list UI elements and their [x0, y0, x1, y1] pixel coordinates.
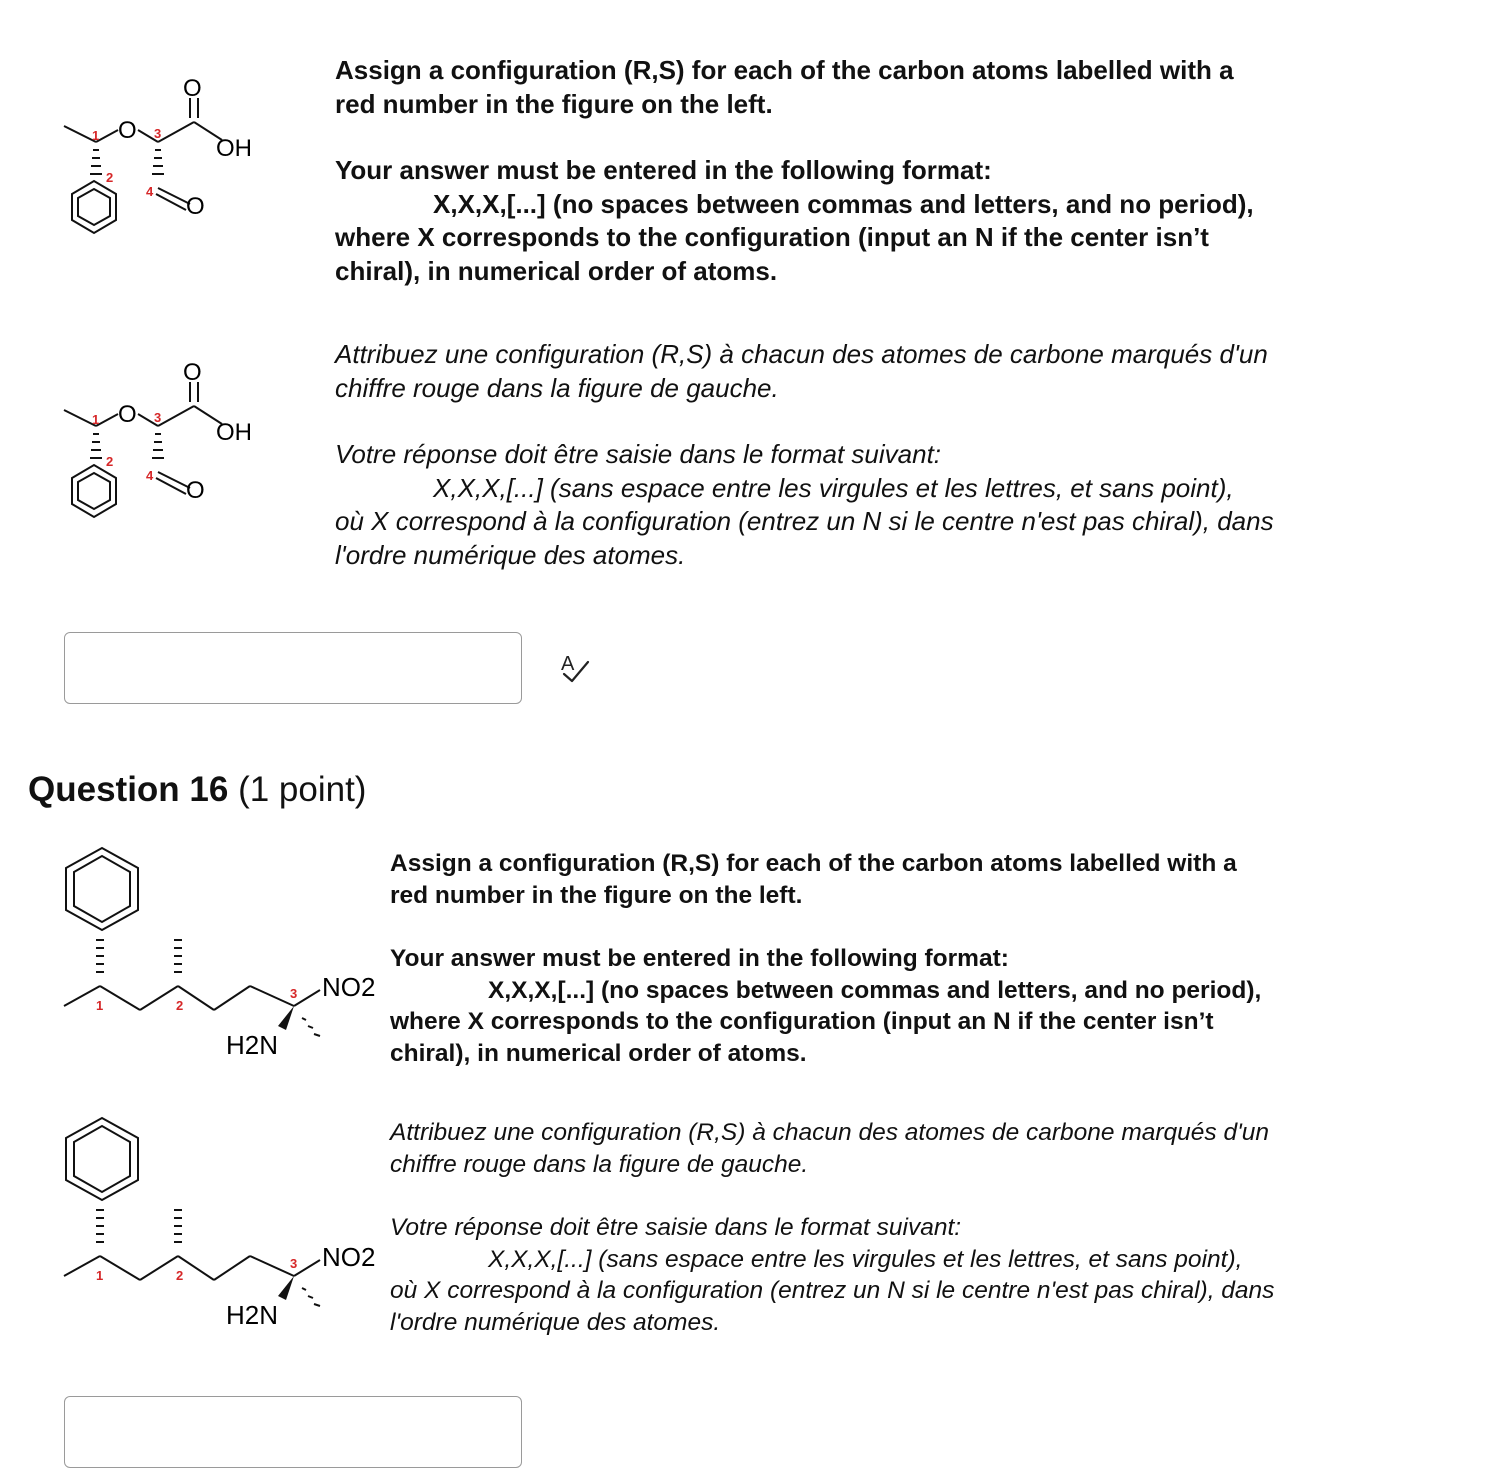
q15-label-3: 3 [154, 126, 162, 141]
q16-molecule-figure-fr [50, 1110, 390, 1340]
spellcheck-icon[interactable] [558, 650, 592, 684]
q15-atom-o-aldehyde: O [186, 193, 205, 220]
q15-fr-line4: X,X,X,[...] (sans espace entre les virgules et les lettres, et sans point), [433, 472, 1234, 503]
q16-fr-label-1: 1 [96, 1268, 104, 1283]
q15-en-line3: Your answer must be entered in the following format: [335, 155, 992, 185]
q15-en-line2: red number in the figure on the left. [335, 88, 773, 119]
q15-en-line5: where X corresponds to the configuration (input an N if the center isn’t [335, 222, 1209, 252]
q16-fr-line5: où X correspond à la configuration (entrez un N si le centre n'est pas chiral), dans [390, 1277, 1275, 1304]
question-number: Question 16 [28, 770, 229, 809]
q15-instructions-en [335, 54, 1455, 288]
q15-fr-atom-o-carbonyl: O [183, 359, 202, 386]
q16-atom-h2n: H2N [226, 1030, 279, 1060]
q15-en-line4: X,X,X,[...] (no spaces between commas and letters, and no period), [433, 188, 1254, 219]
q15-atom-o-carbonyl: O [183, 75, 202, 102]
q16-fr-line3: Votre réponse doit être saisie dans le format suivant: [390, 1214, 962, 1241]
q16-label-1: 1 [96, 998, 104, 1013]
question-16-heading [28, 770, 366, 810]
q15-fr-line2: chiffre rouge dans la figure de gauche. [335, 372, 779, 403]
q16-atom-no2: NO2 [322, 972, 376, 1002]
q15-label-1: 1 [92, 128, 100, 143]
q15-fr-label-3: 3 [154, 410, 162, 425]
q15-fr-atom-oh: OH [216, 419, 252, 446]
q16-en-line2: red number in the figure on the left. [390, 881, 803, 909]
q16-en-line4: X,X,X,[...] (no spaces between commas and letters, and no period), [488, 976, 1262, 1004]
question-points: (1 point) [238, 770, 367, 809]
q15-atom-oh: OH [216, 135, 252, 162]
q15-atom-o-ether: O [118, 117, 137, 144]
svg-text:A: A [561, 653, 575, 675]
q16-fr-line1: Attribuez une configuration (R,S) à chacun des atomes de carbone marqués d'un [390, 1119, 1270, 1146]
q16-label-3: 3 [290, 986, 298, 1001]
q16-en-line3: Your answer must be entered in the following format: [390, 945, 1009, 972]
q16-instructions-fr [390, 1117, 1470, 1338]
q15-fr-label-1: 1 [92, 412, 100, 427]
q15-molecule-figure-en [50, 70, 290, 270]
q15-fr-line3: Votre réponse doit être saisie dans le format suivant: [335, 439, 942, 469]
q16-fr-line2: chiffre rouge dans la figure de gauche. [390, 1150, 809, 1178]
q15-instructions-fr [335, 338, 1465, 572]
q16-fr-label-3: 3 [290, 1256, 298, 1271]
q15-fr-atom-o-ether: O [118, 401, 137, 428]
q16-fr-atom-no2: NO2 [322, 1242, 376, 1272]
q16-en-line5: where X corresponds to the configuration (input an N if the center isn’t [390, 1008, 1214, 1035]
q16-fr-line4: X,X,X,[...] (sans espace entre les virgules et les lettres, et sans point), [488, 1245, 1243, 1273]
q15-fr-atom-o-aldehyde: O [186, 477, 205, 504]
q16-molecule-figure-en [50, 840, 390, 1070]
q16-fr-line6: l'ordre numérique des atomes. [390, 1308, 721, 1336]
q15-answer-input[interactable] [64, 632, 522, 704]
q16-en-line1: Assign a configuration (R,S) for each of the carbon atoms labelled with a [390, 850, 1237, 877]
q15-fr-line6: l'ordre numérique des atomes. [335, 539, 686, 570]
q15-label-4: 4 [146, 184, 154, 199]
q15-fr-label-2: 2 [106, 454, 114, 469]
q16-instructions-en [390, 848, 1450, 1069]
q15-fr-label-4: 4 [146, 468, 154, 483]
q15-en-line1: Assign a configuration (R,S) for each of the carbon atoms labelled with a [335, 55, 1234, 85]
q15-en-line6: chiral), in numerical order of atoms. [335, 255, 778, 286]
q16-en-line6: chiral), in numerical order of atoms. [390, 1039, 807, 1067]
q15-fr-line1: Attribuez une configuration (R,S) à chacun des atomes de carbone marqués d'un [335, 339, 1268, 369]
q15-molecule-figure-fr [50, 354, 290, 554]
q16-fr-label-2: 2 [176, 1268, 184, 1283]
q16-fr-atom-h2n: H2N [226, 1300, 279, 1330]
q15-label-2: 2 [106, 170, 114, 185]
q15-fr-line5: où X correspond à la configuration (entrez un N si le centre n'est pas chiral), dans [335, 506, 1274, 536]
q16-label-2: 2 [176, 998, 184, 1013]
